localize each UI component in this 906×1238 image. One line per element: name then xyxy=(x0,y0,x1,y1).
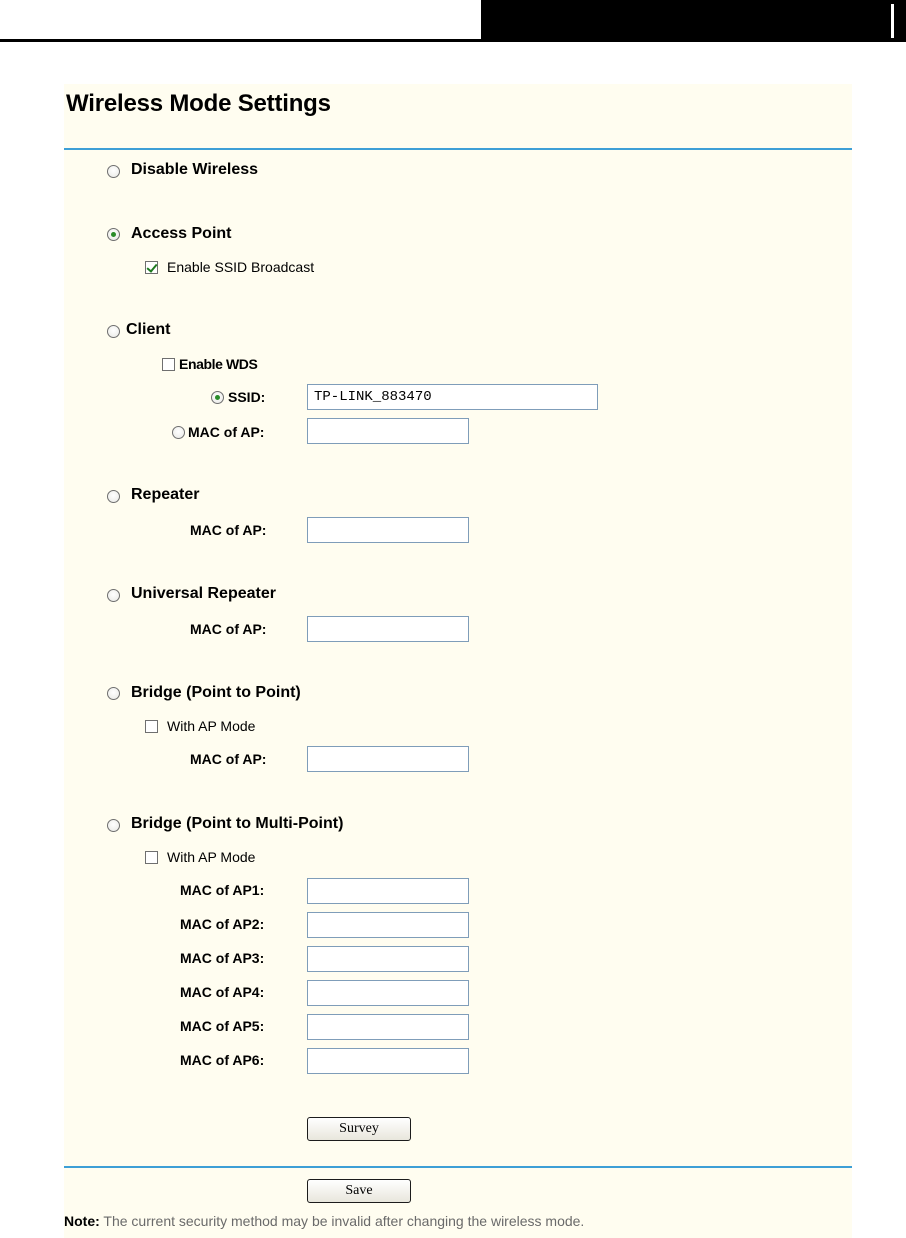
mac-ap2-label: MAC of AP2: xyxy=(180,916,265,932)
client-ssid-label: SSID: xyxy=(228,389,266,405)
client-mac-label: MAC of AP: xyxy=(188,424,265,440)
mac-ap4-input[interactable] xyxy=(307,980,469,1006)
mac-ap6-input[interactable] xyxy=(307,1048,469,1074)
mac-ap1-input[interactable] xyxy=(307,878,469,904)
bridge-p2p-label: Bridge (Point to Point) xyxy=(131,684,301,701)
mac-ap5-input[interactable] xyxy=(307,1014,469,1040)
header-rule xyxy=(0,39,906,42)
save-button[interactable]: Save xyxy=(307,1179,411,1203)
repeater-radio[interactable] xyxy=(107,490,120,503)
bridge-p2p-radio[interactable] xyxy=(107,687,120,700)
disable-wireless-label: Disable Wireless xyxy=(131,161,259,178)
bottom-divider xyxy=(64,1166,852,1168)
universal-repeater-radio[interactable] xyxy=(107,589,120,602)
mac-ap6-label: MAC of AP6: xyxy=(180,1052,265,1068)
client-label: Client xyxy=(126,321,171,338)
client-ssid-input[interactable] xyxy=(307,384,598,410)
universal-repeater-mac-input[interactable] xyxy=(307,616,469,642)
access-point-label: Access Point xyxy=(131,225,232,242)
client-mac-radio[interactable] xyxy=(172,426,185,439)
client-ssid-radio[interactable] xyxy=(211,391,224,404)
mac-ap3-input[interactable] xyxy=(307,946,469,972)
mac-ap3-label: MAC of AP3: xyxy=(180,950,265,966)
page-title: Wireless Mode Settings xyxy=(66,90,331,117)
repeater-mac-input[interactable] xyxy=(307,517,469,543)
ssid-broadcast-label: Enable SSID Broadcast xyxy=(167,259,315,275)
mac-ap4-label: MAC of AP4: xyxy=(180,984,265,1000)
survey-button[interactable]: Survey xyxy=(307,1117,411,1141)
note-text: The current security method may be invalid after changing the wireless mode. xyxy=(99,1213,585,1229)
bridge-p2mp-ap-mode-label: With AP Mode xyxy=(167,849,256,865)
wireless-mode-panel xyxy=(64,84,852,1238)
bridge-p2mp-label: Bridge (Point to Multi-Point) xyxy=(131,815,344,832)
bridge-p2p-mac-input[interactable] xyxy=(307,746,469,772)
security-note xyxy=(64,1213,584,1229)
bridge-p2p-ap-mode-label: With AP Mode xyxy=(167,718,256,734)
repeater-label: Repeater xyxy=(131,486,200,503)
mac-ap2-input[interactable] xyxy=(307,912,469,938)
client-mac-input[interactable] xyxy=(307,418,469,444)
bridge-p2p-mac-label: MAC of AP: xyxy=(190,751,267,767)
universal-repeater-label: Universal Repeater xyxy=(131,585,276,602)
top-divider xyxy=(64,148,852,150)
mac-ap1-label: MAC of AP1: xyxy=(180,882,265,898)
access-point-radio[interactable] xyxy=(107,228,120,241)
enable-wds-checkbox[interactable] xyxy=(162,358,175,371)
bridge-p2mp-ap-mode-checkbox[interactable] xyxy=(145,851,158,864)
client-radio[interactable] xyxy=(107,325,120,338)
universal-repeater-mac-label: MAC of AP: xyxy=(190,621,267,637)
header-black-bar xyxy=(481,0,906,42)
enable-wds-label: Enable WDS xyxy=(179,356,258,372)
mac-ap5-label: MAC of AP5: xyxy=(180,1018,265,1034)
repeater-mac-label: MAC of AP: xyxy=(190,522,267,538)
bridge-p2p-ap-mode-checkbox[interactable] xyxy=(145,720,158,733)
ssid-broadcast-checkbox[interactable] xyxy=(145,261,158,274)
disable-wireless-radio[interactable] xyxy=(107,165,120,178)
header-white-stripe xyxy=(891,4,894,38)
bridge-p2mp-radio[interactable] xyxy=(107,819,120,832)
note-prefix: Note: xyxy=(64,1213,100,1229)
